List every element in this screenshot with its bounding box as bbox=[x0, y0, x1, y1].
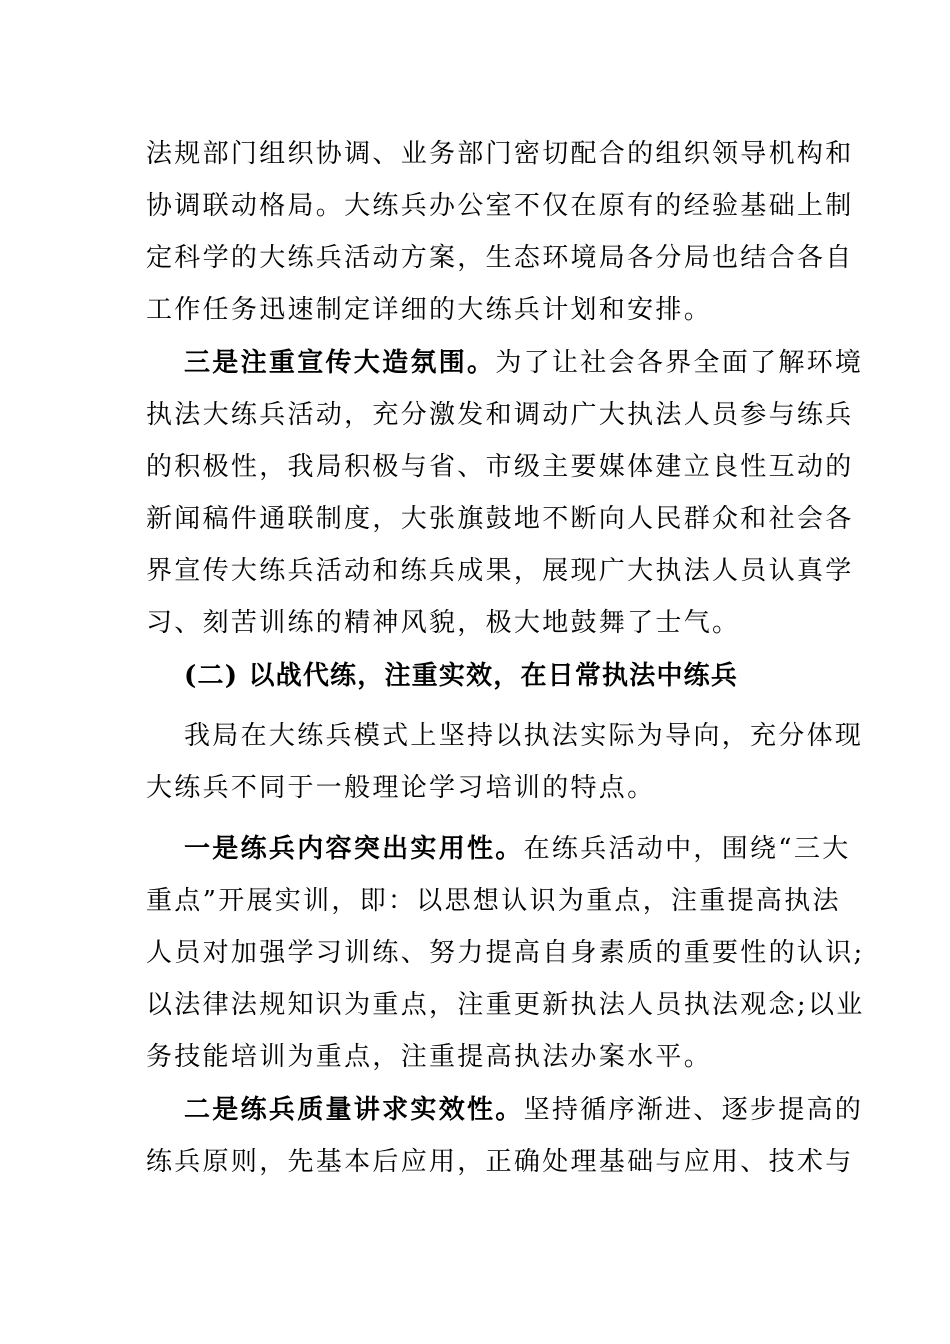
body-text-line: 人员对加强学习训练、努力提高自身素质的重要性的认识; bbox=[146, 938, 865, 968]
body-text-line: 协调联动格局。大练兵办公室不仅在原有的经验基础上制 bbox=[146, 191, 854, 221]
body-text-line: 法规部门组织协调、业务部门密切配合的组织领导机构和 bbox=[146, 139, 854, 169]
paragraph-first-line bbox=[184, 1090, 864, 1130]
body-text-line: 务技能培训为重点，注重提高执法办案水平。 bbox=[146, 1042, 713, 1072]
paragraph-lead-bold: 二是练兵质量讲求实效性。 bbox=[184, 1095, 524, 1125]
body-text-line: 以法律法规知识为重点，注重更新执法人员执法观念;以业 bbox=[146, 990, 865, 1020]
paragraph-lead-bold: 一是练兵内容突出实用性。 bbox=[184, 834, 524, 864]
body-text-line: 定科学的大练兵活动方案，生态环境局各分局也结合各自 bbox=[146, 243, 854, 273]
body-text-line: 练兵原则，先基本后应用，正确处理基础与应用、技术与 bbox=[146, 1147, 854, 1177]
paragraph-first-line: 我局在大练兵模式上坚持以执法实际为导向，充分体现 bbox=[184, 721, 864, 751]
section-heading: (二) 以战代练，注重实效，在日常执法中练兵 bbox=[184, 661, 739, 691]
paragraph-lead-rest: 为了让社会各界全面了解环境 bbox=[495, 348, 864, 378]
paragraph-lead-rest: 坚持循序渐进、逐步提高的 bbox=[523, 1095, 864, 1125]
paragraph-lead-rest: 在练兵活动中，围绕“三大 bbox=[523, 834, 851, 864]
body-text-line: 大练兵不同于一般理论学习培训的特点。 bbox=[146, 773, 656, 803]
paragraph-lead-bold: 三是注重宣传大造氛围。 bbox=[184, 348, 496, 378]
body-text-line: 重点”开展实训，即：以思想认识为重点，注重提高执法 bbox=[146, 886, 841, 916]
body-text-line: 习、刻苦训练的精神风貌，极大地鼓舞了士气。 bbox=[146, 608, 741, 638]
paragraph-first-line bbox=[184, 829, 851, 869]
body-text-line: 工作任务迅速制定详细的大练兵计划和安排。 bbox=[146, 295, 713, 325]
body-text-line: 执法大练兵活动，充分激发和调动广大执法人员参与练兵 bbox=[146, 400, 854, 430]
paragraph-first-line bbox=[184, 343, 864, 383]
body-text-line: 新闻稿件通联制度，大张旗鼓地不断向人民群众和社会各 bbox=[146, 504, 854, 534]
body-text-line: 的积极性，我局积极与省、市级主要媒体建立良性互动的 bbox=[146, 452, 854, 482]
body-text-line: 界宣传大练兵活动和练兵成果，展现广大执法人员认真学 bbox=[146, 556, 854, 586]
